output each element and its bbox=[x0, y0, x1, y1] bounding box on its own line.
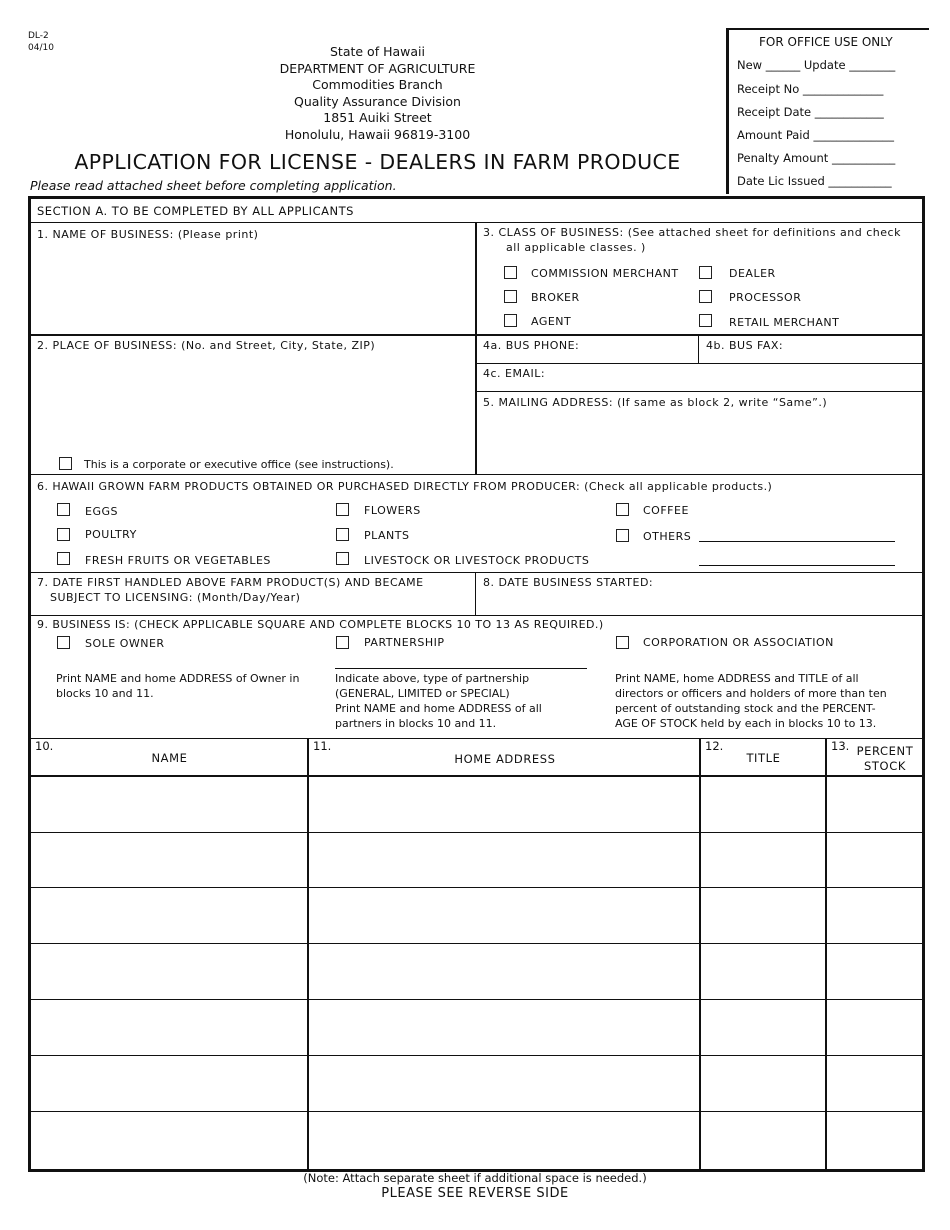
checkbox-agent[interactable] bbox=[504, 314, 517, 327]
title-cell[interactable] bbox=[701, 832, 825, 887]
agency-line: DEPARTMENT OF AGRICULTURE bbox=[279, 60, 476, 76]
block7-date-first-handled-cont: SUBJECT TO LICENSING: (Month/Day/Year) bbox=[50, 591, 301, 604]
home-address-cell[interactable] bbox=[309, 832, 699, 887]
owner-name-cell[interactable] bbox=[31, 944, 307, 999]
block2-place-of-business[interactable]: 2. PLACE OF BUSINESS: (No. and Street, City, State, ZIP) bbox=[37, 339, 376, 352]
percent-stock-cell[interactable] bbox=[827, 1056, 922, 1111]
agency-line: 1851 Auiki Street bbox=[323, 110, 432, 125]
owner-name-cell[interactable] bbox=[31, 888, 307, 943]
section-a-heading: SECTION A. TO BE COMPLETED BY ALL APPLICANTS bbox=[37, 204, 354, 218]
col-header-title: TITLE bbox=[746, 751, 781, 765]
checkbox-retail-merchant[interactable] bbox=[699, 314, 712, 327]
checkbox-poultry[interactable] bbox=[57, 528, 70, 541]
label-corporate-office: This is a corporate or executive office (see instructions). bbox=[84, 458, 394, 471]
checkbox-partnership[interactable] bbox=[336, 636, 349, 649]
instruction-line: percent of outstanding stock and the PERCENT- bbox=[615, 702, 876, 715]
office-date-lic-issued[interactable]: Date Lic Issued ___________ bbox=[737, 174, 892, 188]
divider bbox=[31, 334, 922, 336]
block1-name-of-business[interactable]: 1. NAME OF BUSINESS: (Please print) bbox=[37, 228, 259, 241]
label-poultry: POULTRY bbox=[85, 528, 137, 541]
divider bbox=[698, 334, 699, 363]
title-cell[interactable] bbox=[701, 888, 825, 943]
label-partnership: PARTNERSHIP bbox=[364, 636, 445, 649]
footnote: (Note: Attach separate sheet if additional space is needed.) bbox=[303, 1171, 647, 1185]
partnership-type-line[interactable] bbox=[335, 668, 587, 669]
sole-owner-instructions bbox=[56, 671, 299, 701]
checkbox-sole-owner[interactable] bbox=[57, 636, 70, 649]
checkbox-processor[interactable] bbox=[699, 290, 712, 303]
office-receipt-date[interactable]: Receipt Date ____________ bbox=[737, 105, 884, 119]
owner-name-cell[interactable] bbox=[31, 1112, 307, 1167]
col-num-title: 12. bbox=[705, 739, 724, 753]
partnership-instructions bbox=[335, 671, 542, 731]
divider bbox=[475, 222, 477, 474]
label-flowers: FLOWERS bbox=[364, 504, 421, 517]
checkbox-livestock[interactable] bbox=[336, 552, 349, 565]
percent-stock-cell[interactable] bbox=[827, 777, 922, 832]
office-use-heading: FOR OFFICE USE ONLY bbox=[759, 35, 893, 49]
percent-stock-cell[interactable] bbox=[827, 1112, 922, 1167]
label-broker: BROKER bbox=[531, 291, 580, 304]
agency-line: State of Hawaii bbox=[330, 44, 425, 59]
checkbox-flowers[interactable] bbox=[336, 503, 349, 516]
checkbox-fresh-fruits-vegetables[interactable] bbox=[57, 552, 70, 565]
checkbox-coffee[interactable] bbox=[616, 503, 629, 516]
checkbox-commission-merchant[interactable] bbox=[504, 266, 517, 279]
home-address-cell[interactable] bbox=[309, 1112, 699, 1167]
block5-mailing-address[interactable]: 5. MAILING ADDRESS: (If same as block 2, write “Same”.) bbox=[483, 396, 828, 409]
instruction-line: Print NAME and home ADDRESS of Owner in bbox=[56, 672, 300, 685]
block9-business-is: 9. BUSINESS IS: (CHECK APPLICABLE SQUARE AND COMPLETE BLOCKS 10 TO 13 AS REQUIRED.) bbox=[37, 618, 604, 631]
owner-name-cell[interactable] bbox=[31, 1000, 307, 1055]
office-penalty-amount[interactable]: Penalty Amount ___________ bbox=[737, 151, 896, 165]
home-address-cell[interactable] bbox=[309, 888, 699, 943]
divider bbox=[31, 615, 922, 616]
block8-date-business-started[interactable]: 8. DATE BUSINESS STARTED: bbox=[483, 576, 654, 589]
instruction-line: Indicate above, type of partnership bbox=[335, 672, 530, 685]
corporation-instructions bbox=[615, 671, 887, 731]
percent-stock-cell[interactable] bbox=[827, 1000, 922, 1055]
block4a-bus-phone[interactable]: 4a. BUS PHONE: bbox=[483, 339, 580, 352]
block3-label-cont: all applicable classes. ) bbox=[506, 241, 646, 254]
divider bbox=[31, 738, 922, 739]
divider bbox=[475, 572, 476, 615]
agency-line: Commodities Branch bbox=[312, 77, 443, 92]
col-num-name: 10. bbox=[35, 739, 54, 753]
label-corporation: CORPORATION OR ASSOCIATION bbox=[643, 636, 834, 649]
home-address-cell[interactable] bbox=[309, 1000, 699, 1055]
agency-line: Quality Assurance Division bbox=[294, 93, 461, 109]
instruction-line: partners in blocks 10 and 11. bbox=[335, 717, 497, 730]
checkbox-broker[interactable] bbox=[504, 290, 517, 303]
others-line-1[interactable] bbox=[699, 541, 895, 542]
title-cell[interactable] bbox=[701, 1000, 825, 1055]
block4c-email[interactable]: 4c. EMAIL: bbox=[483, 367, 546, 380]
title-cell[interactable] bbox=[701, 777, 825, 832]
form-code bbox=[28, 30, 54, 54]
instruction-line: AGE OF STOCK held by each in blocks 10 to 13. bbox=[615, 717, 877, 730]
checkbox-plants[interactable] bbox=[336, 528, 349, 541]
title-cell[interactable] bbox=[701, 1056, 825, 1111]
instruction-line: Print NAME and home ADDRESS of all bbox=[335, 702, 542, 715]
home-address-cell[interactable] bbox=[309, 944, 699, 999]
checkbox-corporation[interactable] bbox=[616, 636, 629, 649]
form-subtitle: Please read attached sheet before completing application. bbox=[30, 178, 397, 193]
block3-label: 3. CLASS OF BUSINESS: (See attached sheet for definitions and check bbox=[483, 226, 901, 239]
agency-address bbox=[230, 44, 525, 143]
home-address-cell[interactable] bbox=[309, 1056, 699, 1111]
instruction-line: directors or officers and holders of more than ten bbox=[615, 687, 887, 700]
form-number: DL-2 bbox=[28, 31, 49, 41]
col-header-percent: PERCENT STOCK bbox=[856, 744, 914, 773]
label-livestock: LIVESTOCK OR LIVESTOCK PRODUCTS bbox=[364, 554, 590, 567]
percent-stock-cell[interactable] bbox=[827, 944, 922, 999]
others-line-2[interactable] bbox=[699, 565, 895, 566]
label-plants: PLANTS bbox=[364, 529, 410, 542]
reverse-side-note: PLEASE SEE REVERSE SIDE bbox=[381, 1186, 569, 1201]
label-sole-owner: SOLE OWNER bbox=[85, 637, 165, 650]
divider bbox=[475, 391, 922, 392]
divider bbox=[475, 363, 922, 364]
label-retail-merchant: RETAIL MERCHANT bbox=[729, 316, 840, 329]
label-commission-merchant: COMMISSION MERCHANT bbox=[531, 267, 679, 280]
owner-name-cell[interactable] bbox=[31, 777, 307, 832]
divider bbox=[31, 572, 922, 573]
title-cell[interactable] bbox=[701, 1112, 825, 1167]
percent-stock-cell[interactable] bbox=[827, 832, 922, 887]
percent-stock-cell[interactable] bbox=[827, 888, 922, 943]
owner-name-cell[interactable] bbox=[31, 832, 307, 887]
section-a-form bbox=[28, 196, 925, 1172]
form-date: 04/10 bbox=[28, 43, 54, 53]
label-others: OTHERS bbox=[643, 530, 692, 543]
col-num-percent: 13. bbox=[831, 739, 850, 753]
col-header-name: NAME bbox=[151, 751, 188, 765]
col-num-address: 11. bbox=[313, 739, 332, 753]
block7-date-first-handled[interactable]: 7. DATE FIRST HANDLED ABOVE FARM PRODUCT(S) AND BECAME bbox=[37, 576, 424, 589]
instruction-line: Print NAME, home ADDRESS and TITLE of all bbox=[615, 672, 859, 685]
block4b-bus-fax[interactable]: 4b. BUS FAX: bbox=[706, 339, 784, 352]
agency-line: Honolulu, Hawaii 96819-3100 bbox=[284, 126, 471, 142]
label-agent: AGENT bbox=[531, 315, 572, 328]
form-title: APPLICATION FOR LICENSE - DEALERS IN FARM PRODUCE bbox=[74, 150, 681, 174]
instruction-line: blocks 10 and 11. bbox=[56, 687, 154, 700]
checkbox-corporate-office[interactable] bbox=[59, 457, 72, 470]
checkbox-others[interactable] bbox=[616, 529, 629, 542]
label-fresh-fruits-vegetables: FRESH FRUITS OR VEGETABLES bbox=[85, 554, 271, 567]
label-dealer: DEALER bbox=[729, 267, 776, 280]
checkbox-eggs[interactable] bbox=[57, 503, 70, 516]
office-new-update[interactable]: New ______ Update ________ bbox=[737, 58, 896, 72]
col-header-address: HOME ADDRESS bbox=[454, 752, 556, 766]
instruction-line: (GENERAL, LIMITED or SPECIAL) bbox=[335, 687, 510, 700]
owner-name-cell[interactable] bbox=[31, 1056, 307, 1111]
home-address-cell[interactable] bbox=[309, 777, 699, 832]
checkbox-dealer[interactable] bbox=[699, 266, 712, 279]
divider bbox=[31, 474, 922, 475]
office-receipt-no[interactable]: Receipt No ______________ bbox=[737, 82, 884, 96]
label-processor: PROCESSOR bbox=[729, 291, 802, 304]
block6-farm-products: 6. HAWAII GROWN FARM PRODUCTS OBTAINED OR PURCHASED DIRECTLY FROM PRODUCER: (Check all applicable products.) bbox=[37, 480, 773, 493]
office-amount-paid[interactable]: Amount Paid ______________ bbox=[737, 128, 894, 142]
label-eggs: EGGS bbox=[85, 505, 118, 518]
title-cell[interactable] bbox=[701, 944, 825, 999]
office-use-box bbox=[726, 28, 929, 194]
label-coffee: COFFEE bbox=[643, 504, 689, 517]
